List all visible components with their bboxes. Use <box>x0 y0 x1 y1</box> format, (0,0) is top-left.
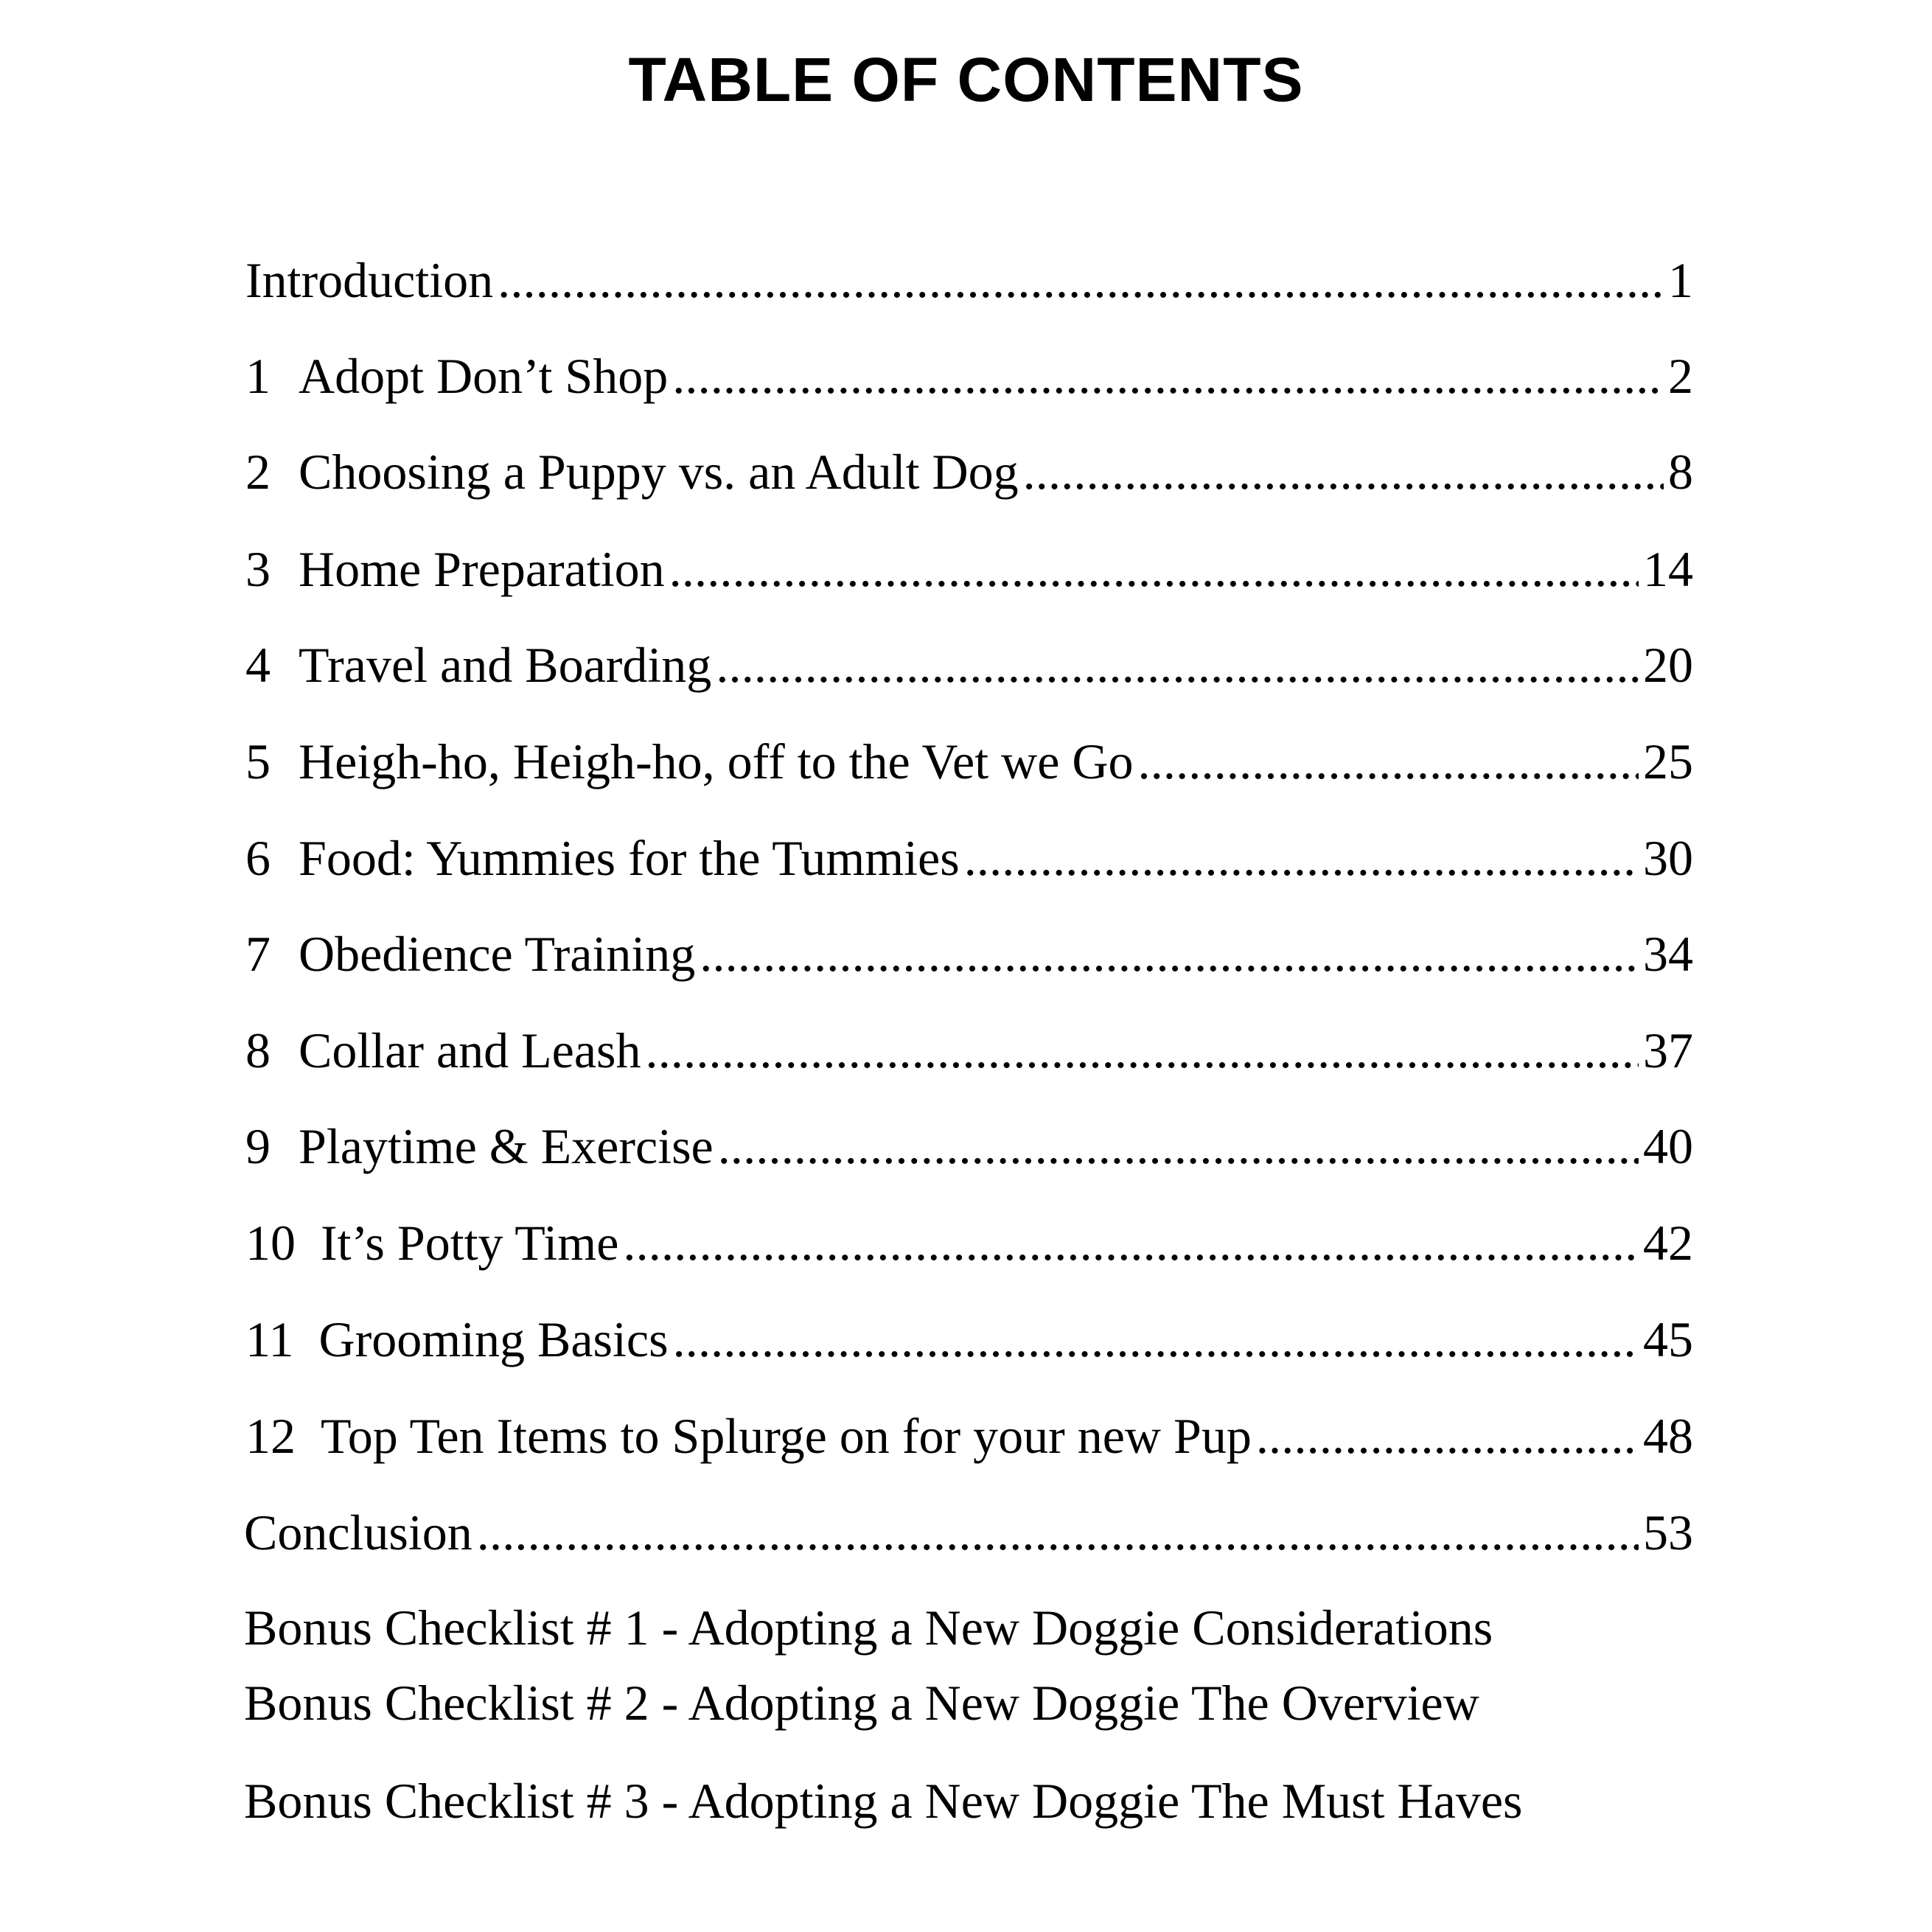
toc-entry-chapter-7 <box>245 924 1693 983</box>
toc-entry-label: Top Ten Items to Splurge on for your new Pup <box>321 1408 1252 1464</box>
toc-entry-number: 2 <box>245 444 271 500</box>
toc-dot-leader <box>1256 1406 1639 1465</box>
toc-entry-number: 8 <box>245 1022 271 1078</box>
toc-entry-page: 2 <box>1668 348 1693 404</box>
toc-entry-page: 8 <box>1668 444 1693 500</box>
toc-entry-chapter-1 <box>245 346 1693 405</box>
toc-entry-introduction <box>245 251 1693 310</box>
toc-entry-number: 12 <box>245 1408 296 1464</box>
toc-dot-leader <box>1023 442 1664 501</box>
toc-entry-label: Introduction <box>245 252 494 308</box>
toc-entry-page: 42 <box>1643 1215 1693 1271</box>
toc-dot-leader <box>1138 732 1639 791</box>
toc-entry-label: Home Preparation <box>299 541 665 597</box>
toc-entry-label: Playtime & Exercise <box>299 1118 714 1174</box>
toc-entry-number: 4 <box>245 637 271 693</box>
toc-entry-page: 37 <box>1643 1022 1693 1078</box>
toc-entry-label: Food: Yummies for the Tummies <box>299 830 960 886</box>
toc-dot-leader <box>477 1503 1639 1562</box>
toc-dot-leader <box>669 540 1639 599</box>
toc-dot-leader <box>964 829 1639 887</box>
toc-entry-chapter-11 <box>245 1310 1693 1369</box>
toc-entry-label: Adopt Don’t Shop <box>299 348 669 404</box>
toc-entry-conclusion <box>244 1503 1693 1562</box>
toc-entry-page: 34 <box>1643 926 1693 982</box>
toc-entry-number: 1 <box>245 348 271 404</box>
toc-entry-chapter-3 <box>245 540 1693 599</box>
toc-entry-chapter-4 <box>245 635 1693 694</box>
toc-dot-leader <box>718 1117 1639 1176</box>
toc-entry-chapter-9 <box>245 1117 1693 1176</box>
toc-entry-page: 40 <box>1643 1118 1693 1174</box>
toc-dot-leader <box>672 346 1664 405</box>
toc-entry-page: 25 <box>1643 733 1693 789</box>
toc-entry-number: 10 <box>245 1215 296 1271</box>
toc-dot-leader <box>716 635 1639 694</box>
toc-entry-page: 14 <box>1643 541 1693 597</box>
toc-entry-page: 48 <box>1643 1408 1693 1464</box>
toc-entry-page: 1 <box>1668 252 1693 308</box>
toc-entry-chapter-5 <box>245 732 1693 791</box>
toc-entry-label: Conclusion <box>244 1504 472 1560</box>
toc-entry-label: Heigh-ho, Heigh-ho, off to the Vet we Go <box>299 733 1134 789</box>
bonus-checklist-2: Bonus Checklist # 2 - Adopting a New Doggie The Overview <box>244 1675 1479 1731</box>
toc-entry-chapter-2 <box>245 442 1693 501</box>
toc-dot-leader <box>498 251 1664 310</box>
toc-entry-page: 53 <box>1643 1504 1693 1560</box>
toc-dot-leader <box>623 1213 1639 1272</box>
toc-entry-number: 11 <box>245 1311 294 1367</box>
toc-entry-chapter-8 <box>245 1021 1693 1080</box>
toc-entry-chapter-6 <box>245 829 1693 887</box>
toc-entry-page: 45 <box>1643 1311 1693 1367</box>
toc-entry-number: 7 <box>245 926 271 982</box>
page-title: TABLE OF CONTENTS <box>628 45 1304 114</box>
toc-entry-label: It’s Potty Time <box>321 1215 619 1271</box>
toc-dot-leader <box>646 1021 1639 1080</box>
bonus-checklist-1: Bonus Checklist # 1 - Adopting a New Doggie Considerations <box>244 1600 1493 1656</box>
toc-entry-label: Obedience Training <box>299 926 696 982</box>
toc-entry-number: 5 <box>245 733 271 789</box>
toc-entry-chapter-12 <box>245 1406 1693 1465</box>
toc-entry-label: Choosing a Puppy vs. an Adult Dog <box>299 444 1019 500</box>
toc-entry-label: Collar and Leash <box>299 1022 641 1078</box>
toc-entry-label: Grooming Basics <box>318 1311 669 1367</box>
toc-entry-number: 6 <box>245 830 271 886</box>
toc-entry-label: Travel and Boarding <box>299 637 712 693</box>
toc-entry-number: 3 <box>245 541 271 597</box>
toc-entry-page: 30 <box>1643 830 1693 886</box>
toc-entry-chapter-10 <box>245 1213 1693 1272</box>
toc-dot-leader <box>673 1310 1639 1369</box>
toc-dot-leader <box>700 924 1639 983</box>
toc-entry-page: 20 <box>1643 637 1693 693</box>
toc-entry-number: 9 <box>245 1118 271 1174</box>
bonus-checklist-3: Bonus Checklist # 3 - Adopting a New Doggie The Must Haves <box>244 1773 1523 1829</box>
